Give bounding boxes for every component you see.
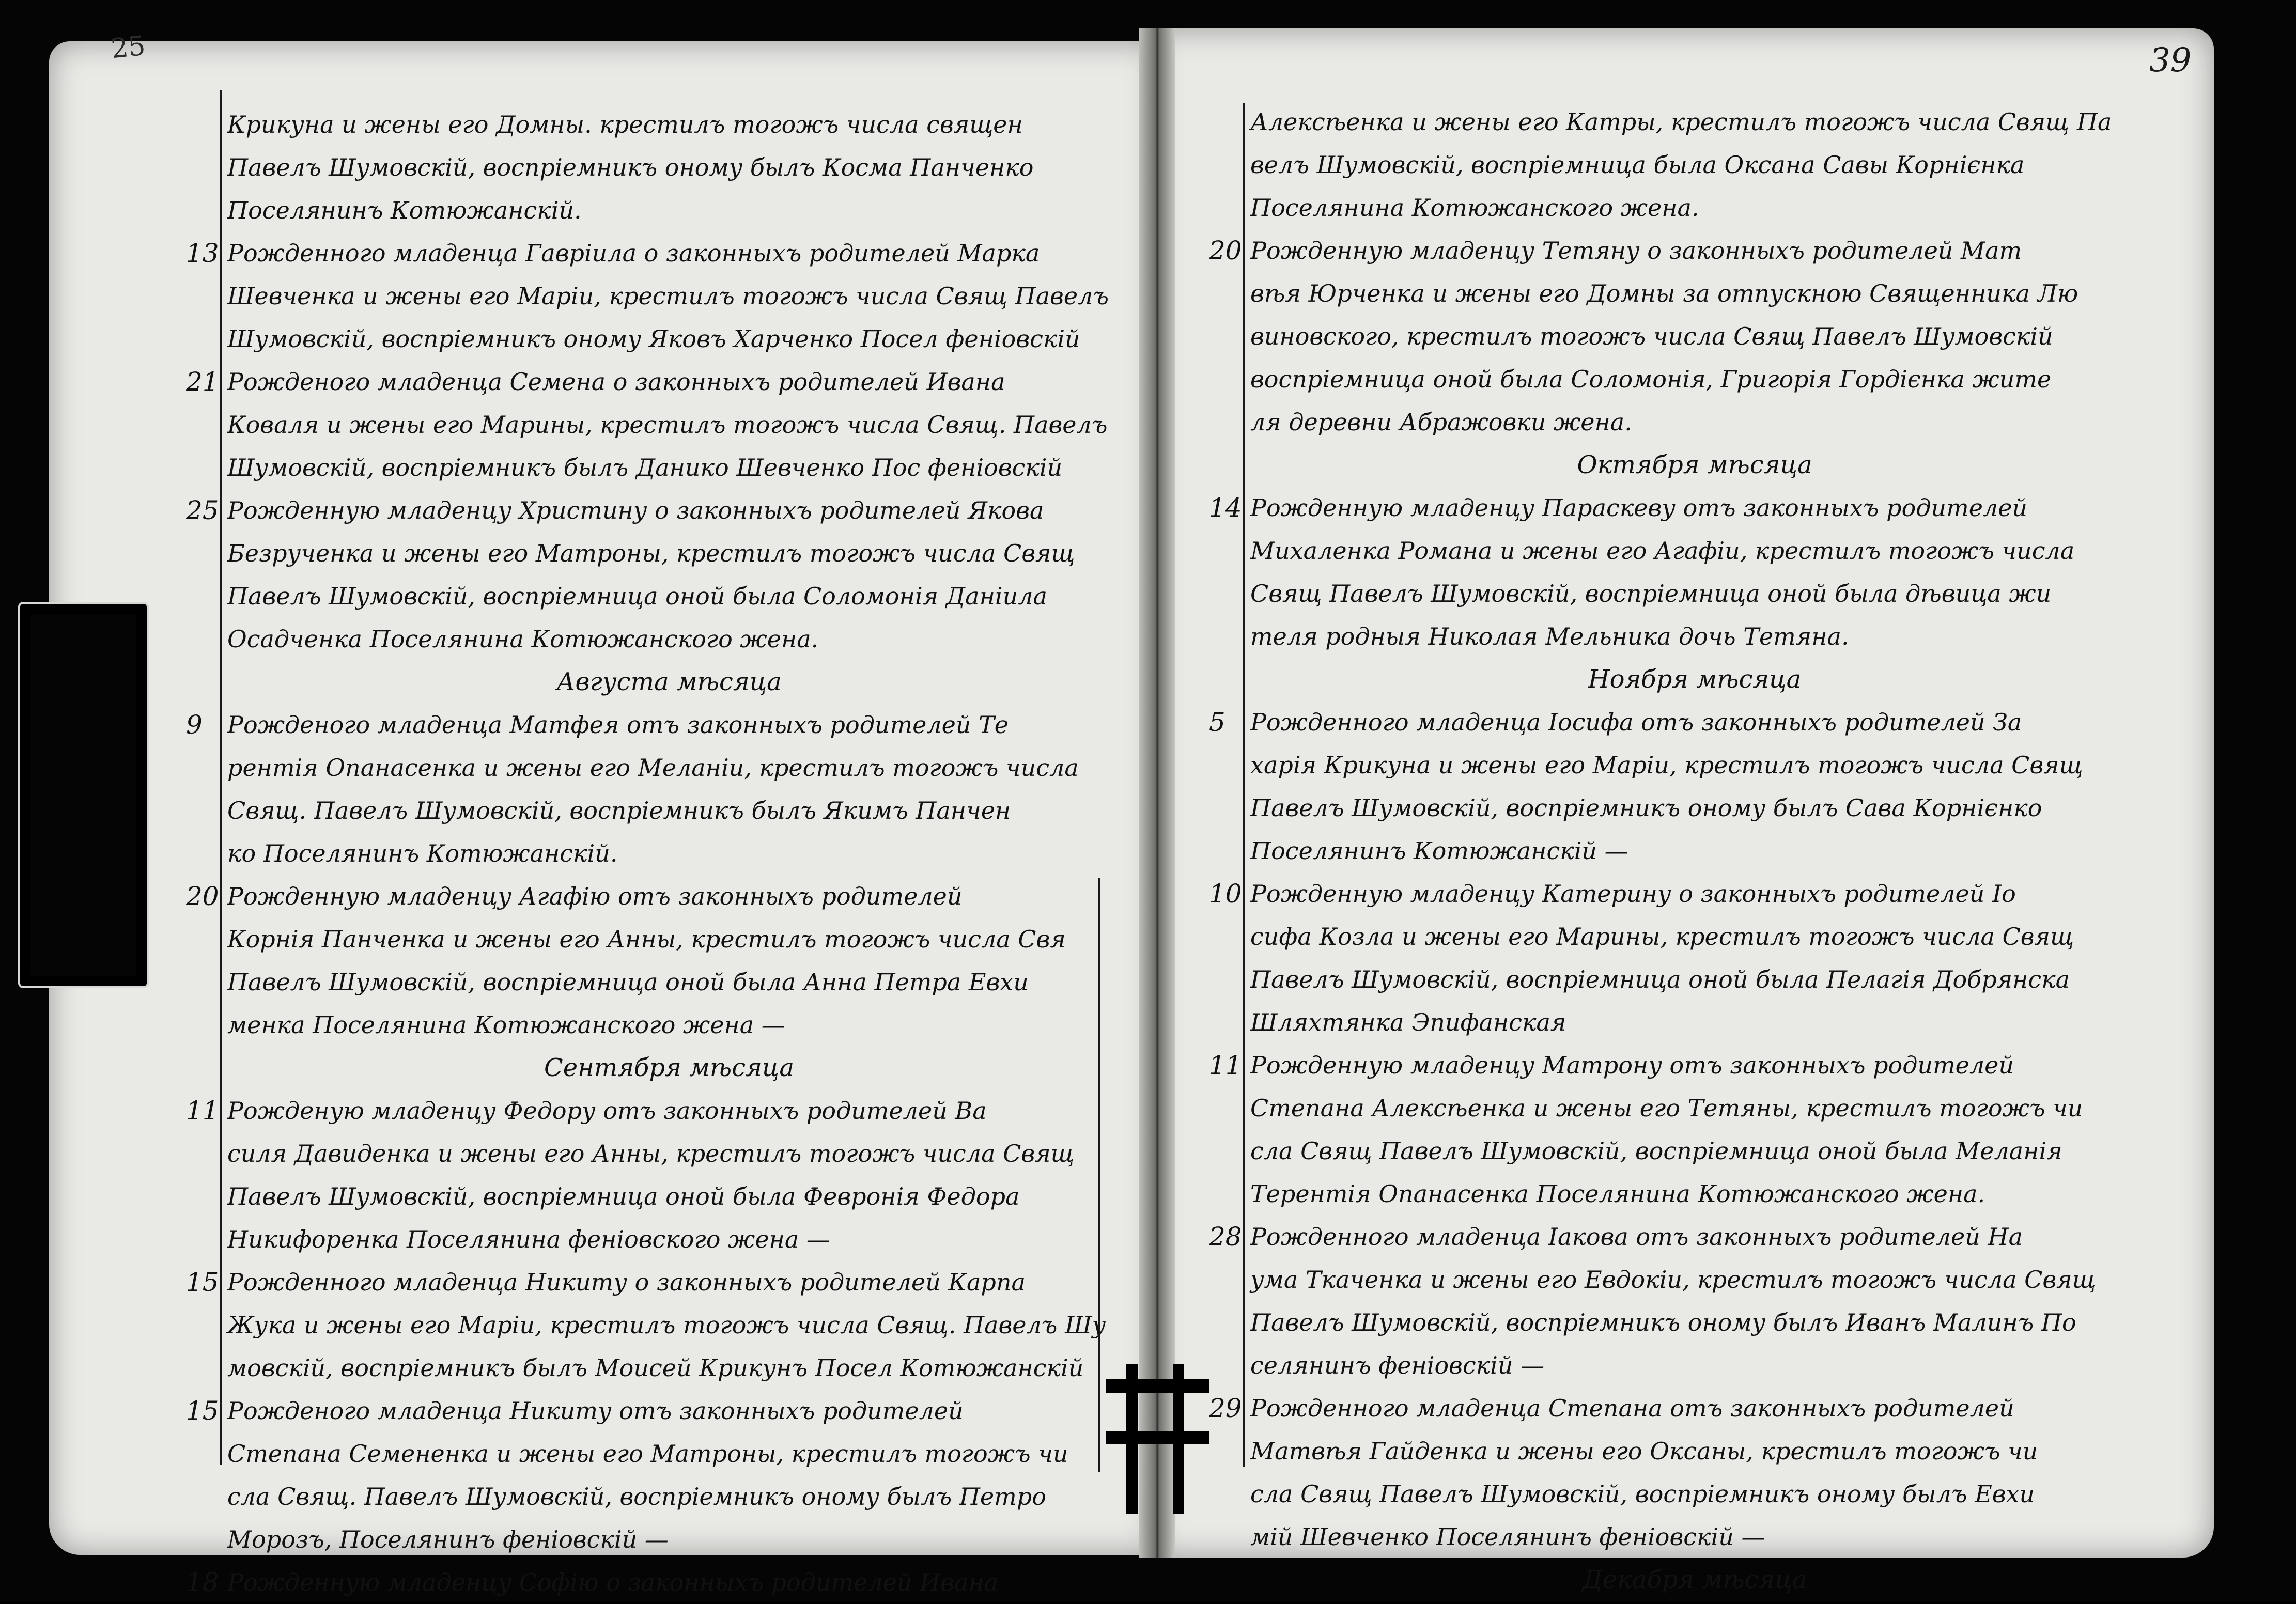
record-text: Безрученка и жены его Матроны, крестилъ тогожъ числа Свящ <box>227 539 1075 567</box>
record-line <box>186 704 1111 746</box>
record-line <box>1209 530 2139 572</box>
record-line <box>186 1261 1111 1304</box>
record-text: Михаленка Романа и жены его Агафіи, крестилъ тогожъ числа <box>1250 537 2075 565</box>
record-line <box>186 1089 1111 1132</box>
record-line <box>1209 1344 2139 1387</box>
record-text: Рожденную младенцу Матрону отъ законныхъ родителей <box>1250 1051 2014 1079</box>
record-line <box>186 403 1111 446</box>
record-line <box>186 361 1111 403</box>
record-line <box>186 532 1111 575</box>
record-text: Свящ Павелъ Шумовскій, воспріемница оной была дѣвица жи <box>1250 580 2052 608</box>
entry-day-number: 21 <box>186 367 219 397</box>
record-line <box>186 961 1111 1004</box>
record-text: Поселянинъ Котюжанскій. <box>227 196 582 224</box>
record-line <box>186 575 1111 618</box>
hinge-bar <box>1106 1379 1209 1393</box>
record-text: Рожденую младенцу Федору отъ законныхъ родителей Ва <box>227 1097 987 1125</box>
record-text: воспріемница оной была Соломонія, Григорія Гордієнка жите <box>1250 365 2052 393</box>
record-line <box>186 1475 1111 1518</box>
record-text: Жука и жены его Маріи, крестилъ тогожъ числа Свящ. Павелъ Шу <box>227 1311 1106 1339</box>
record-text: Осадченка Поселянина Котюжанского жена. <box>227 625 819 653</box>
binding-clip-inner <box>30 614 136 976</box>
entry-day-number: 5 <box>1209 707 1225 737</box>
record-line <box>1209 744 2139 787</box>
record-text: теля родныя Николая Мельника дочь Тетяна. <box>1250 622 1849 650</box>
entry-day-number: 11 <box>186 1096 219 1126</box>
record-text: Крикуна и жены его Домны. крестилъ тогожъ числа священ <box>227 111 1023 138</box>
entry-day-number: 10 <box>1209 879 1242 909</box>
record-line <box>1209 958 2139 1001</box>
record-text: сла Свящ. Павелъ Шумовскій, воспріемникъ оному былъ Петро <box>227 1483 1046 1510</box>
record-text: рентія Опанасенка и жены его Меланіи, крестилъ тогожъ числа <box>227 754 1079 782</box>
record-line <box>1209 1258 2139 1301</box>
record-text: ума Ткаченка и жены его Евдокіи, крестилъ тогожъ числа Свящ <box>1250 1266 2096 1294</box>
record-text: мовскій, воспріемникъ былъ Моисей Крикунъ Посел Котюжанскій <box>227 1354 1084 1382</box>
record-line <box>186 1432 1111 1475</box>
record-text: Рожденную младенцу Софію о законныхъ родителей Ивана <box>227 1568 999 1596</box>
record-line <box>186 1347 1111 1390</box>
record-line <box>186 1175 1111 1218</box>
month-heading-text: Декабря мѣсяца <box>1582 1565 1807 1594</box>
record-line <box>1209 272 2139 315</box>
page-number: 39 <box>2149 41 2192 80</box>
record-text: Рожденого младенца Семена о законныхъ родителей Ивана <box>227 368 1005 396</box>
record-line <box>1209 401 2139 444</box>
record-line <box>186 1304 1111 1347</box>
record-line <box>186 1004 1111 1047</box>
record-text: Матвѣя Гайденка и жены его Оксаны, крестилъ тогожъ чи <box>1250 1437 2038 1465</box>
record-text: Поселянина Котюжанского жена. <box>1250 194 1699 222</box>
record-text: селянинъ феніовскій — <box>1250 1351 1545 1379</box>
record-line <box>186 1390 1111 1432</box>
record-line <box>1209 1130 2139 1173</box>
record-text: вѣя Юрченка и жены его Домны за отпускною Священника Лю <box>1250 279 2078 307</box>
record-line <box>1209 1516 2139 1559</box>
record-line <box>186 446 1111 489</box>
record-text: сла Свящ Павелъ Шумовскій, воспріемница оной была Меланія <box>1250 1137 2062 1165</box>
record-text: Корнія Панченка и жены его Анны, крестилъ тогожъ числа Свя <box>227 925 1066 953</box>
month-heading <box>186 1047 1111 1089</box>
record-text: Рожденную младенцу Параскеву отъ законныхъ родителей <box>1250 494 2028 522</box>
record-text: Шумовскій, воспріемникъ оному Яковъ Харченко Посел феніовскій <box>227 325 1080 353</box>
record-text: ко Поселянинъ Котюжанскій. <box>227 839 618 867</box>
record-text: Павелъ Шумовскій, воспріемница оной была Февронія Федора <box>227 1182 1020 1210</box>
record-text: менка Поселянина Котюжанского жена — <box>227 1011 785 1039</box>
entry-day-number: 13 <box>186 238 219 268</box>
record-line <box>1209 1301 2139 1344</box>
month-heading <box>186 661 1111 704</box>
record-text: мій Шевченко Поселянинъ феніовскій — <box>1250 1523 1765 1551</box>
record-text: Степана Семененка и жены его Матроны, крестилъ тогожъ чи <box>227 1440 1068 1468</box>
record-text: Терентія Опанасенка Поселянина Котюжанского жена. <box>1250 1180 1985 1208</box>
binding-clip <box>18 602 149 988</box>
month-heading-text: Сентября мѣсяца <box>544 1053 795 1082</box>
record-line <box>186 618 1111 661</box>
entry-day-number: 18 <box>186 1567 219 1597</box>
record-text: Коваля и жены его Марины, крестилъ тогожъ числа Свящ. Павелъ <box>227 411 1108 439</box>
record-text: велъ Шумовскій, воспріемница была Оксана Савы Корнієнка <box>1250 151 2025 179</box>
record-line <box>1209 101 2139 144</box>
record-text: Свящ. Павелъ Шумовскій, воспріемникъ былъ Якимъ Панчен <box>227 797 1011 824</box>
record-text: Шляхтянка Эпифанская <box>1250 1008 1566 1036</box>
entry-day-number: 25 <box>186 495 219 525</box>
entry-day-number: 28 <box>1209 1222 1242 1252</box>
left-page-entries <box>186 103 1111 1604</box>
entry-day-number: 20 <box>186 881 219 911</box>
record-line <box>186 189 1111 232</box>
record-text: Рожденного младенца Гавріила о законныхъ родителей Марка <box>227 239 1040 267</box>
record-text: Шевченка и жены его Маріи, крестилъ тогожъ числа Свящ Павелъ <box>227 282 1109 310</box>
record-text: Алексѣенка и жены его Катры, крестилъ тогожъ числа Свящ Па <box>1250 108 2112 136</box>
record-text: Рожденого младенца Никиту отъ законныхъ родителей <box>227 1397 964 1425</box>
record-line <box>1209 915 2139 958</box>
record-text: Рожденную младенцу Христину о законныхъ родителей Якова <box>227 496 1044 524</box>
record-line <box>186 875 1111 918</box>
record-text: Рожденного младенца Іосифа отъ законныхъ родителей За <box>1250 708 2022 736</box>
record-line <box>1209 144 2139 186</box>
record-text: Рожденную младенцу Тетяну о законныхъ родителей Мат <box>1250 237 2022 264</box>
record-line <box>186 1561 1111 1604</box>
entry-day-number: 20 <box>1209 236 1242 266</box>
entry-day-number: 14 <box>1209 493 1242 523</box>
record-line <box>186 146 1111 189</box>
record-text: силя Давиденка и жены его Анны, крестилъ тогожъ числа Свящ <box>227 1140 1075 1167</box>
record-line <box>1209 1087 2139 1130</box>
entry-day-number: 29 <box>1209 1393 1242 1423</box>
record-text: Поселянинъ Котюжанскій — <box>1250 837 1628 865</box>
record-text: виновского, крестилъ тогожъ числа Свящ Павелъ Шумовскій <box>1250 322 2053 350</box>
book-gutter <box>1139 28 1175 1558</box>
record-line <box>1209 572 2139 615</box>
record-line <box>186 275 1111 318</box>
record-line <box>186 1132 1111 1175</box>
record-text: Павелъ Шумовскій, воспріемникъ оному былъ Иванъ Малинъ По <box>1250 1309 2076 1336</box>
record-text: Павелъ Шумовскій, воспріемница оной была Соломонія Даніила <box>227 582 1047 610</box>
month-heading <box>1209 658 2139 701</box>
entry-day-number: 11 <box>1209 1050 1242 1080</box>
entry-day-number: 9 <box>186 710 203 740</box>
record-line <box>1209 615 2139 658</box>
corner-mark: 25 <box>110 30 147 65</box>
record-line <box>1209 1473 2139 1516</box>
record-line <box>1209 1173 2139 1216</box>
record-line <box>1209 315 2139 358</box>
record-line <box>186 489 1111 532</box>
record-line <box>186 918 1111 961</box>
record-line <box>1209 830 2139 873</box>
record-line <box>186 746 1111 789</box>
hinge-bar <box>1106 1431 1209 1444</box>
record-line <box>186 318 1111 361</box>
record-text: Рожденного младенца Никиту о законныхъ родителей Карпа <box>227 1268 1026 1296</box>
record-text: Шумовскій, воспріемникъ былъ Данико Шевченко Пос феніовскій <box>227 454 1063 481</box>
record-text: Степана Алексѣенка и жены его Тетяны, крестилъ тогожъ чи <box>1250 1094 2083 1122</box>
record-line <box>1209 229 2139 272</box>
month-heading <box>1209 444 2139 487</box>
record-line <box>1209 1387 2139 1430</box>
record-text: Морозъ, Поселянинъ феніовскій — <box>227 1525 669 1553</box>
month-heading-text: Ноября мѣсяца <box>1588 665 1802 694</box>
month-heading-text: Октября мѣсяца <box>1577 450 1812 479</box>
record-line <box>186 832 1111 875</box>
entry-day-number: 15 <box>186 1267 219 1297</box>
record-text: Павелъ Шумовскій, воспріемница оной была Анна Петра Евхи <box>227 968 1029 996</box>
spine-hinge <box>1106 1364 1209 1514</box>
record-text: сла Свящ Павелъ Шумовскій, воспріемникъ оному былъ Евхи <box>1250 1480 2035 1508</box>
record-line <box>1209 873 2139 915</box>
record-text: Рожденного младенца Іакова отъ законныхъ родителей На <box>1250 1223 2023 1251</box>
record-line <box>1209 1001 2139 1044</box>
record-text: сифа Козла и жены его Марины, крестилъ тогожъ числа Свящ <box>1250 923 2074 951</box>
record-line <box>186 789 1111 832</box>
record-line <box>1209 1044 2139 1087</box>
record-line <box>1209 487 2139 530</box>
record-line <box>1209 787 2139 830</box>
record-text: Никифоренка Поселянина феніовского жена — <box>227 1225 830 1253</box>
right-page-entries <box>1209 101 2139 1601</box>
record-text: харія Крикуна и жены его Маріи, крестилъ тогожъ числа Свящ <box>1250 751 2083 779</box>
record-text: Рожденную младенцу Катерину о законныхъ родителей Іо <box>1250 880 2016 908</box>
record-text: Павелъ Шумовскій, воспріемникъ оному былъ Косма Панченко <box>227 153 1034 181</box>
record-line <box>186 103 1111 146</box>
month-heading-text: Августа мѣсяца <box>556 667 782 696</box>
record-line <box>1209 1216 2139 1258</box>
record-line <box>186 1218 1111 1261</box>
record-text: Рожденого младенца Матфея отъ законныхъ родителей Те <box>227 711 1009 739</box>
record-line <box>1209 701 2139 744</box>
record-line <box>1209 358 2139 401</box>
entry-day-number: 15 <box>186 1396 219 1426</box>
record-line <box>186 232 1111 275</box>
record-text: Павелъ Шумовскій, воспріемница оной была Пелагія Добрянска <box>1250 965 2070 993</box>
record-text: Павелъ Шумовскій, воспріемникъ оному былъ Сава Корнієнко <box>1250 794 2042 822</box>
month-heading <box>1209 1559 2139 1601</box>
record-line <box>186 1518 1111 1561</box>
record-text: ля деревни Абражовки жена. <box>1250 408 1632 436</box>
record-line <box>1209 186 2139 229</box>
record-text: Рожденного младенца Степана отъ законныхъ родителей <box>1250 1394 2014 1422</box>
record-line <box>1209 1430 2139 1473</box>
record-text: Рожденную младенцу Агафію отъ законныхъ родителей <box>227 882 963 910</box>
